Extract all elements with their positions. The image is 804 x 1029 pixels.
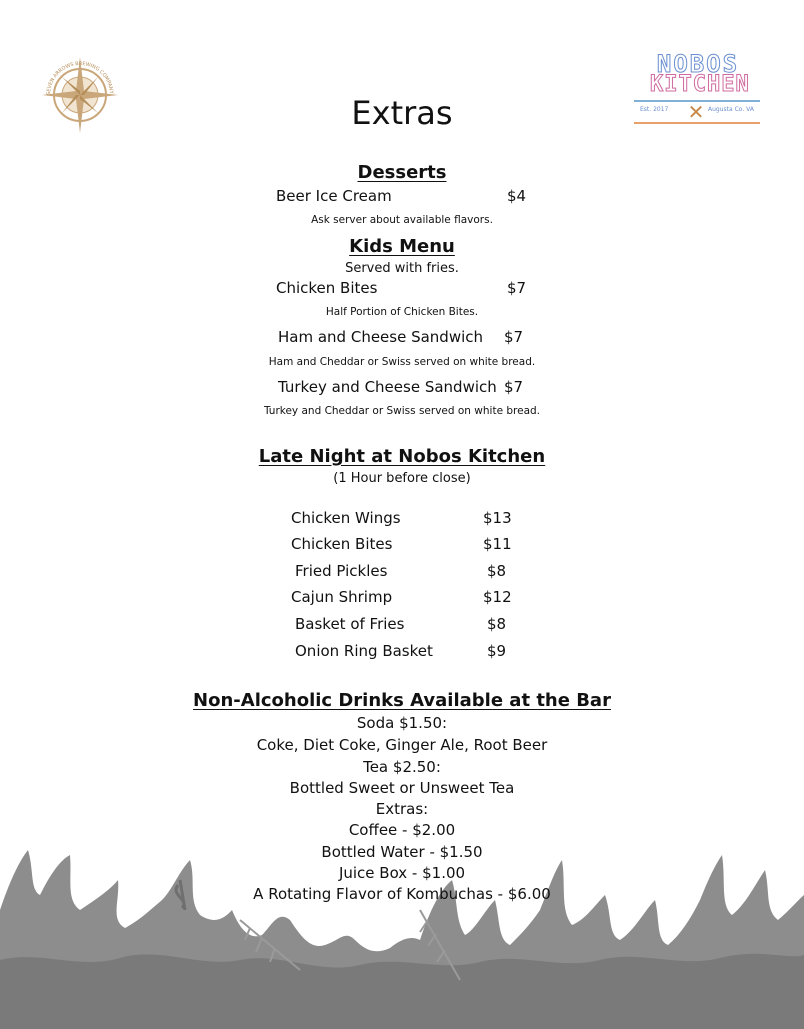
drinks-line: Coke, Diet Coke, Ginger Ale, Root Beer bbox=[256, 736, 548, 754]
late-night-item-name: Basket of Fries bbox=[295, 615, 405, 633]
late-night-subheading: (1 Hour before close) bbox=[333, 471, 471, 486]
late-night-item-price: $8 bbox=[487, 562, 507, 580]
drinks-line: Extras: bbox=[375, 800, 429, 818]
kids-subheading: Served with fries. bbox=[345, 261, 459, 276]
late-night-item-price: $13 bbox=[483, 509, 512, 527]
page-title: Extras bbox=[351, 94, 453, 132]
drinks-line: A Rotating Flavor of Kombuchas - $6.00 bbox=[253, 885, 551, 903]
kids-item-name: Turkey and Cheese Sandwich bbox=[278, 378, 497, 396]
late-night-heading: Late Night at Nobos Kitchen bbox=[258, 446, 546, 467]
kids-item-name: Ham and Cheese Sandwich bbox=[278, 328, 484, 346]
late-night-item-name: Chicken Wings bbox=[291, 509, 401, 527]
kids-item-note: Ham and Cheddar or Swiss served on white bread. bbox=[268, 356, 536, 368]
desserts-note: Ask server about available flavors. bbox=[311, 214, 493, 226]
dessert-item-name: Beer Ice Cream bbox=[276, 187, 392, 205]
late-night-item-name: Onion Ring Basket bbox=[295, 642, 433, 660]
nobos-logo-location: Augusta Co. VA bbox=[708, 106, 754, 113]
drinks-line: Soda $1.50: bbox=[356, 714, 448, 732]
nobos-logo-line2: KITCHEN bbox=[650, 72, 750, 97]
kids-item-note: Turkey and Cheddar or Swiss served on white bread. bbox=[263, 405, 541, 417]
drinks-line: Tea $2.50: bbox=[363, 758, 441, 776]
nobos-logo-utensils-icon: ✕ bbox=[687, 100, 705, 124]
late-night-item-price: $9 bbox=[487, 642, 507, 660]
late-night-item-name: Chicken Bites bbox=[291, 535, 393, 553]
drinks-line: Coffee - $2.00 bbox=[348, 821, 456, 839]
dessert-item-price: $4 bbox=[507, 187, 527, 205]
kids-item-note: Half Portion of Chicken Bites. bbox=[325, 306, 479, 318]
late-night-item-price: $11 bbox=[483, 535, 512, 553]
drinks-line: Bottled Sweet or Unsweet Tea bbox=[289, 779, 515, 797]
nobos-logo-line1: NOBOS bbox=[656, 50, 740, 78]
late-night-item-price: $8 bbox=[487, 615, 507, 633]
drinks-line: Bottled Water - $1.50 bbox=[321, 843, 483, 861]
kids-item-price: $7 bbox=[504, 328, 524, 346]
kids-item-name: Chicken Bites bbox=[276, 279, 378, 297]
late-night-item-name: Cajun Shrimp bbox=[291, 588, 393, 606]
kids-item-price: $7 bbox=[504, 378, 524, 396]
kids-item-price: $7 bbox=[507, 279, 527, 297]
kids-heading: Kids Menu bbox=[349, 236, 455, 257]
drinks-line: Juice Box - $1.00 bbox=[338, 864, 466, 882]
drinks-heading: Non-Alcoholic Drinks Available at the Bar bbox=[193, 690, 611, 711]
seven-arrows-ring-text: SEVEN ARROWS BREWING COMPANY bbox=[45, 60, 114, 96]
nobos-logo-est: Est. 2017 bbox=[640, 106, 669, 113]
late-night-item-name: Fried Pickles bbox=[295, 562, 388, 580]
desserts-heading: Desserts bbox=[357, 162, 447, 183]
late-night-item-price: $12 bbox=[483, 588, 512, 606]
